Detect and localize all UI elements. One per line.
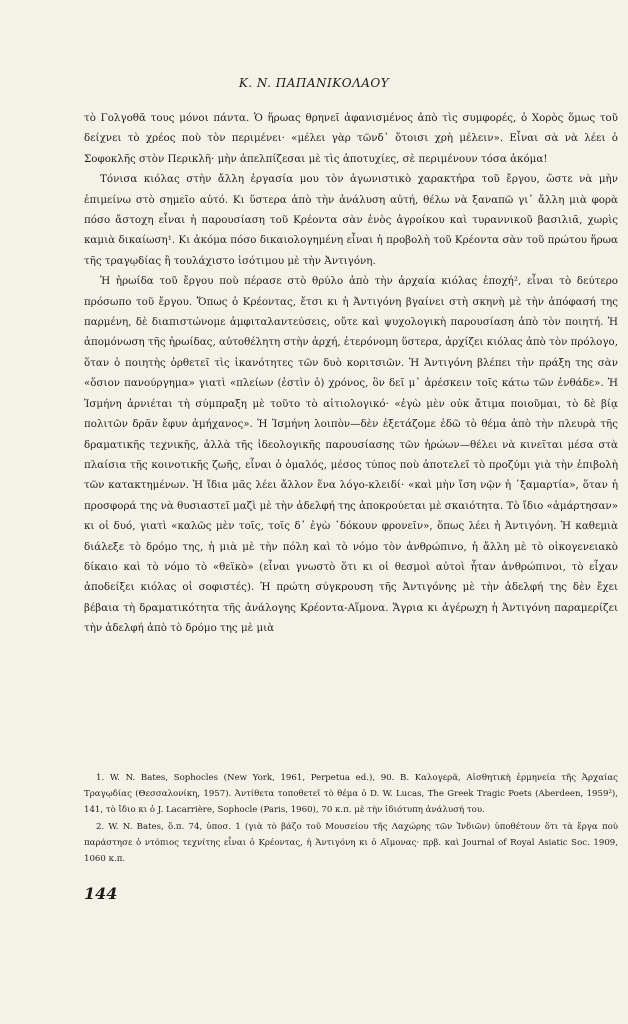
running-header: K. N. ΠΑΠΑΝΙΚΟΛΑΟΥ [238,76,390,90]
footnotes [84,770,618,868]
paragraph-1: τὸ Γολγοθᾶ τους μόνοι πάντα. Ὁ ἥρωας θρηνεῖ ἀφανισμένος ἀπὸ τὶς συμφορές, ὁ Χορὸς ὅμως τοῦ δείχνει τὸ χρέος ποὺ τὸν περιμένει· «μέλει γὰρ τῶνδ᾽ ὅτοισι χρὴ μέλειν». Εἶναι σὰ νὰ λέει ὁ Σοφοκλῆς στὸν Περικλῆ· μὴν ἀπελπίζεσαι μὲ τὶς ἀποτυχίες, σὲ περιμένουν τόσα ἀκόμα! [84,112,618,165]
paragraph-2: Τόνισα κιόλας στὴν ἄλλη ἐργασία μου τὸν ἀγωνιστικὸ χαρακτήρα τοῦ ἔργου, ὥστε νὰ μὴν ἐπιμείνω στὸ σημεῖο αὐτό. Κι ὕστερα ἀπὸ τὴν ἀνάλυση αὐτή, θέλω νὰ ξαναπῶ γι᾽ ἄλλη μιὰ φορὰ πόσο ἄστοχη εἶναι ἡ παρουσίαση τοῦ Κρέοντα σὰν ἑνὸς ἀγροίκου καὶ τυραννικοῦ βασιλιᾶ, χωρὶς καμιὰ δικαίωση¹. Κι ἀκόμα πόσο δικαιολογημένη εἶναι ἡ προβολὴ τοῦ Κρέοντα σὰν τοῦ πρώτου ἥρωα τῆς τραγῳδίας ἢ τουλάχιστο ἰσότιμου μὲ τὴν Ἀντιγόνη. [84,173,618,267]
paragraph-3: Ἡ ἡρωίδα τοῦ ἔργου ποὺ πέρασε στὸ θρύλο ἀπὸ τὴν ἀρχαία κιόλας ἐποχή², εἶναι τὸ δεύτερο πρόσωπο τοῦ ἔργου. Ὅπως ὁ Κρέοντας, ἔτσι κι ἡ Ἀντιγόνη βγαίνει στὴ σκηνὴ μὲ τὴν ἀπόφασή της παρμένη, δὲ διαπιστώνομε ἀμφιταλαντεύσεις, οὔτε καὶ ψυχολογικὴ παρουσίαση ἀπὸ τὸν ποιητή. Ἡ ἀπομόνωση τῆς ἡρωίδας, αὐτοθέλητη στὴν ἀρχή, ἑτερόνομη ὕστερα, ἀρχίζει κιόλας ἀπὸ τὸν πρόλογο, ὅταν ὁ ποιητὴς ὁρθετεῖ τὶς ἱκανότητες τῶν δυὸ κοριτσιῶν. Ἡ Ἀντιγόνη βλέπει τὴν πράξη της σὰν «ὅσιον πανούργημα» γιατὶ «πλείων (ἐστὶν ὁ) χρόνος, ὃν δεῖ μ᾽ ἀρέσκειν τοῖς κάτω τῶν ἐνθάδε». Ἡ Ἰσμήνη ἀρνιέται τὴ σύμπραξη μὲ τοῦτο τὸ αἰτιολογικό· «ἐγὼ μὲν οὐκ ἄτιμα ποιοῦμαι, τὸ δὲ βίᾳ πολιτῶν δρᾶν ἔφυν ἀμήχανος». Ἡ Ἰσμήνη λοιπὸν—δὲν ἐξετάζομε ἐδῶ τὸ θέμα ἀπὸ τὴν πλευρὰ τῆς δραματικῆς τεχνικῆς, ἀλλὰ τῆς ἰδεολογικῆς παρουσίασης τῶν ἡρώων—θέλει νὰ κινεῖται μέσα στὰ πλαίσια τῆς κοινοτικῆς ζωῆς, εἶναι ὁ ὁμαλός, μέσος τύπος ποὺ ἀποτελεῖ τὸ προζύμι γιὰ τὴν ἐπιβολὴ τῶν κατακτημένων. Ἡ ἴδια μᾶς λέει ἄλλον ἕνα λόγο-κλειδί· «καὶ μὴν ἴση νῷν ἡ ᾽ξαμαρτία», ὅταν ἡ προσφορά της νὰ θυσιαστεῖ μαζὶ μὲ τὴν ἀδελφή της ἀποκρούεται μὲ σκαιότητα. Τὸ ἴδιο «ἁμάρτησαν» κι οἱ δυό, γιατὶ «καλῶς μὲν τοῖς, τοῖς δ᾽ ἐγὼ ᾽δόκουν φρονεῖν», ὅπως λέει ἡ Ἀντιγόνη. Ἡ καθεμιὰ διάλεξε τὸ δρόμο της, ἡ μιὰ μὲ τὴν πόλη καὶ τὸ νόμο τὸν ἀνθρώπινο, ἡ ἄλλη μὲ τὸ οἰκογενειακὸ δίκαιο καὶ τὸ νόμο τὸ «θεϊκὸ» (εἶναι γνωστὸ ὅτι κι οἱ θεσμοὶ αὐτοὶ ἦταν ἀνθρώπινοι, τὸ εἶχαν ἀποδείξει κιόλας οἱ σοφιστές). Ἡ πρώτη σύγκρουση τῆς Ἀντιγόνης μὲ τὴν ἀδελφή της δὲν ἔχει βέβαια τὴ δραματικότητα τῆς ἀνάλογης Κρέοντα-Αἵμονα. Ἄγρια κι ἀγέρωχη ἡ Ἀντιγόνη παραμερίζει τὴν ἀδελφή ἀπὸ τὸ δρόμο της μὲ μιὰ [84,275,618,635]
page-number: 144 [84,884,118,903]
footnote-1: 1. W. N. Bates, Sophocles (New York, 1961, Perpetua ed.), 90. B. Καλογερᾶ, Αἰσθητικὴ ἑρμηνεία τῆς Ἀρχαίας Τραγῳδίας (Θεσσαλονίκη, 1957). Ἀντίθετα τοποθετεῖ τὸ θέμα ὁ D. W. Lucas, The Greek Tragic Poets (Aberdeen, 1959²), 141, τὸ ἴδιο κι ὁ J. Lacarrière, Sophocle (Paris, 1960), 70 κ.π. μὲ τὴν ἰδιότυπη ἀνάλυσή του. [84,773,618,815]
footnote-2: 2. W. N. Bates, ὅ.π. 74, ὑποσ. 1 (γιὰ τὸ βάζο τοῦ Μουσείου τῆς Λαχώρης τῶν Ἰνδιῶν) ὑποθέτουν ὅτι τὰ ἔργα ποὺ παράστησε ὁ ντόπιος τεχνίτης εἶναι ὁ Κρέοντας, ἡ Ἀντιγόνη κι ὁ Αἵμονας· πρβ. καὶ Journal of Royal Asiatic Soc. 1909, 1060 κ.π. [84,822,618,864]
main-text [84,108,618,639]
